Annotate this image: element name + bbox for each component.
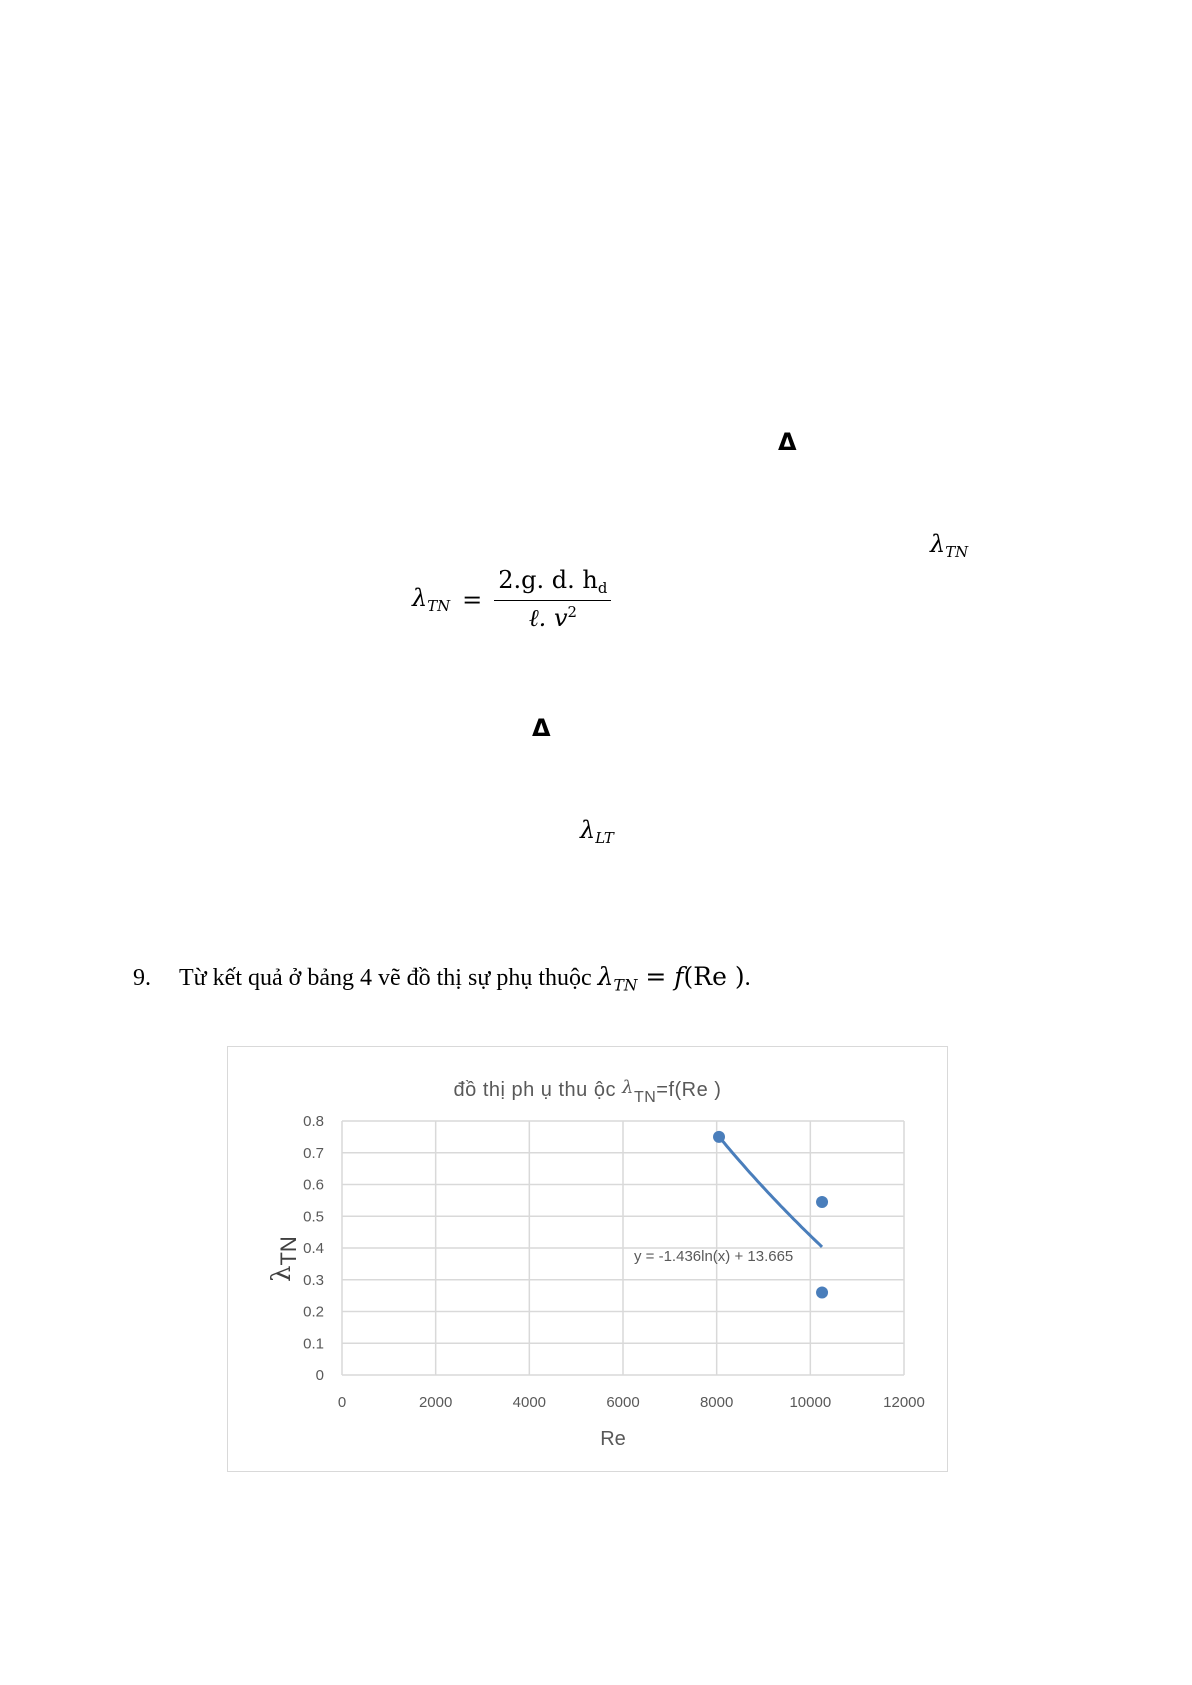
- data-point-0: [713, 1131, 725, 1143]
- formula-numerator-main: 2.g. d. h: [498, 566, 598, 594]
- chart-ylabel: [266, 1236, 302, 1282]
- y-tick-label: 0.5: [303, 1208, 324, 1226]
- list-item-number: 9.: [133, 965, 151, 991]
- chart-svg: [228, 1047, 947, 1471]
- x-tick-label: 12000: [883, 1394, 925, 1411]
- x-tick-label: 8000: [699, 1394, 734, 1411]
- trendline-equation: y = -1.436ln(x) + 13.665: [634, 1248, 794, 1265]
- item9-math-base: λ: [597, 962, 614, 991]
- y-tick-label: 0.6: [303, 1176, 324, 1194]
- delta-symbol-2: Δ: [532, 714, 551, 742]
- lambda-tn-sub: TN: [945, 543, 969, 562]
- list-item-9: [133, 962, 751, 994]
- item9-period: .: [744, 965, 751, 991]
- chart-ylabel-sub: TN: [276, 1236, 301, 1266]
- lambda-tn-symbol: [930, 530, 968, 561]
- x-tick-label: 10000: [789, 1394, 832, 1411]
- lambda-lt-symbol: [580, 816, 614, 847]
- data-point-1: [816, 1196, 828, 1208]
- chart-title-lambda: λ: [622, 1077, 634, 1098]
- formula-fraction: [494, 566, 611, 633]
- lambda-lt-base: λ: [580, 816, 596, 844]
- y-tick-label: 0.2: [303, 1303, 324, 1321]
- lambda-tn-base: λ: [930, 530, 946, 558]
- x-tick-label: 2000: [418, 1394, 453, 1411]
- chart-title-sub: TN: [633, 1089, 657, 1106]
- item9-math-arg: (Re ): [683, 962, 745, 991]
- y-tick-label: 0.4: [303, 1240, 324, 1257]
- formula-denominator-sup: 2: [567, 603, 577, 622]
- lambda-lt-sub: LT: [595, 829, 614, 848]
- y-tick-label: 0: [315, 1367, 324, 1384]
- y-tick-label: 0.1: [303, 1335, 324, 1353]
- chart-title-suffix: =f(Re ): [656, 1079, 722, 1101]
- formula-denominator-main: ℓ. v: [528, 604, 568, 633]
- list-item-text: Từ kết quả ở bảng 4 vẽ đồ thị sự phụ thuộc: [179, 965, 592, 991]
- x-tick-label: 4000: [512, 1394, 547, 1411]
- friction-formula: [412, 566, 611, 633]
- y-tick-label: 0.3: [303, 1271, 324, 1289]
- item9-math-func: f: [674, 962, 684, 991]
- data-point-2: [816, 1286, 828, 1298]
- formula-lhs: [412, 584, 450, 615]
- chart-ylabel-base: λ: [267, 1265, 297, 1282]
- chart-xlabel: Re: [600, 1428, 626, 1450]
- delta-symbol-1: Δ: [778, 428, 797, 456]
- x-tick-label: 6000: [606, 1394, 640, 1411]
- y-tick-label: 0.7: [303, 1144, 324, 1162]
- formula-lhs-base: λ: [412, 584, 428, 612]
- y-tick-label: 0.8: [303, 1113, 324, 1130]
- formula-equals: =: [462, 585, 483, 614]
- chart-container: [227, 1046, 948, 1472]
- item9-math: [598, 962, 745, 994]
- formula-numerator: [494, 566, 611, 601]
- formula-denominator: [529, 601, 577, 633]
- x-tick-label: 0: [337, 1394, 347, 1411]
- chart-title-prefix: đồ thị ph ụ thu ộc: [453, 1079, 616, 1101]
- item9-math-sub: TN: [613, 976, 638, 995]
- item9-math-equals: =: [645, 962, 675, 991]
- formula-numerator-sub: d: [597, 579, 608, 598]
- formula-lhs-sub: TN: [427, 597, 451, 616]
